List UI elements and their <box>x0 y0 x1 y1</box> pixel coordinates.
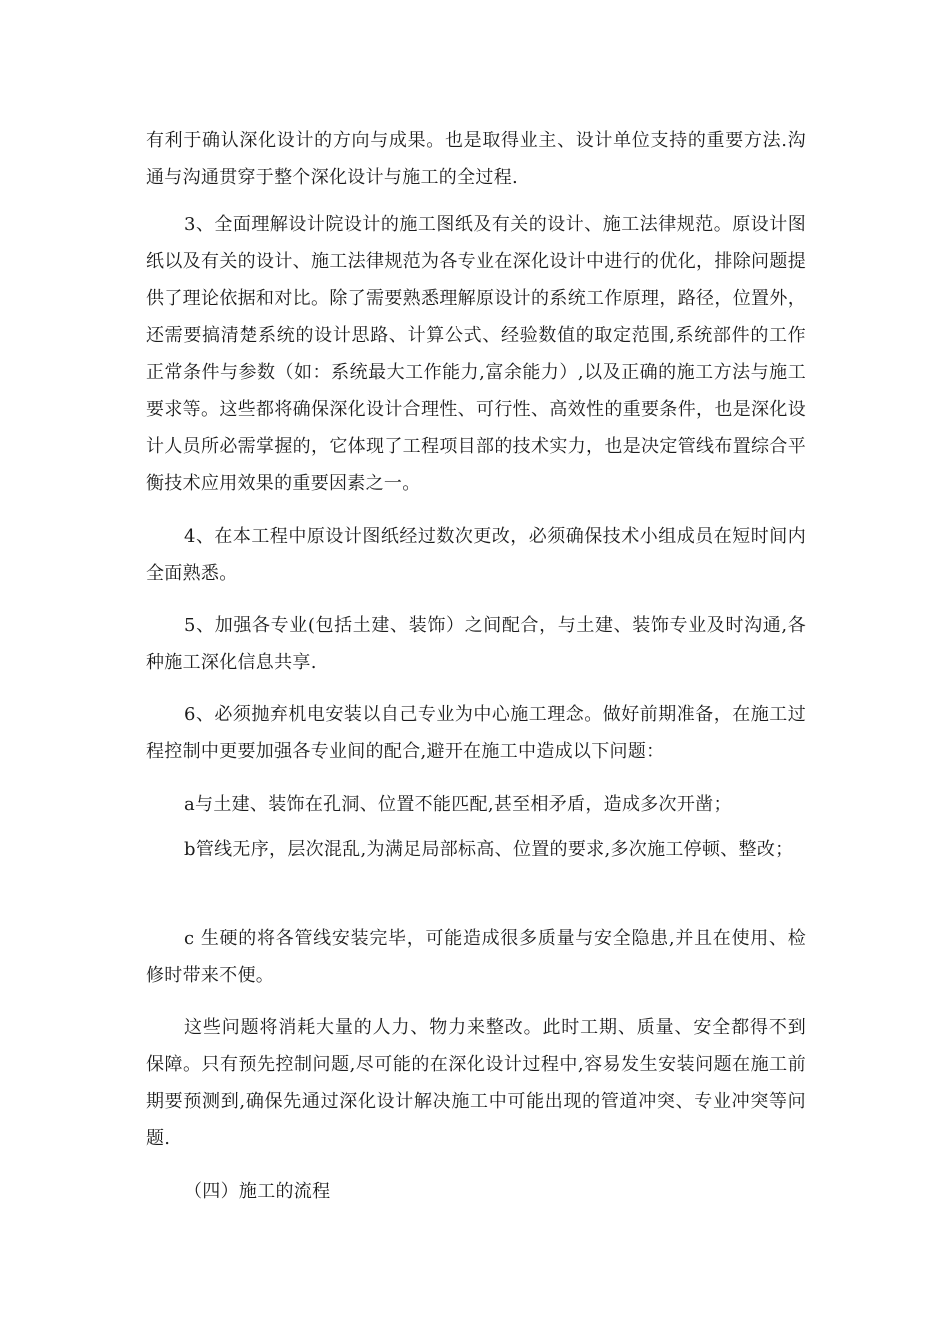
list-item-a <box>146 786 806 823</box>
paragraph-text: 6、必须抛弃机电安装以自己专业为中心施工理念。做好前期准备，在施工过程控制中更要加强各专业间的配合,避开在施工中造成以下问题： <box>146 704 806 762</box>
paragraph-item-6 <box>146 696 806 770</box>
list-item-c <box>146 920 806 994</box>
paragraph-text: 有利于确认深化设计的方向与成果。也是取得业主、设计单位支持的重要方法.沟通与沟通贯穿于整个深化设计与施工的全过程. <box>146 130 806 188</box>
section-heading-text: （四）施工的流程 <box>184 1181 331 1202</box>
section-heading <box>146 1173 806 1210</box>
paragraph-text: a与土建、装饰在孔洞、位置不能匹配,甚至相矛盾，造成多次开凿； <box>184 794 732 815</box>
paragraph-item-3 <box>146 206 806 502</box>
paragraph-text: b管线无序，层次混乱,为满足局部标高、位置的要求,多次施工停顿、整改； <box>184 839 794 860</box>
paragraph-item-4 <box>146 518 806 592</box>
paragraph-continuation <box>146 122 806 196</box>
paragraph-item-5 <box>146 607 806 681</box>
paragraph-summary <box>146 1009 806 1157</box>
list-item-b <box>146 831 806 868</box>
paragraph-text: 3、全面理解设计院设计的施工图纸及有关的设计、施工法律规范。原设计图纸以及有关的设计、施工法律规范为各专业在深化设计中进行的优化，排除问题提供了理论依据和对比。除了需要熟悉理解原设计的系统工作原理，路径，位置外，还需要搞清楚系统的设计思路、计算公式、经验数值的取定范围,系统部件的工作正常条件与参数（如：系统最大工作能力,富余能力）,以及正确的施工方法与施工要求等。这些都将确保深化设计合理性、可行性、高效性的重要条件，也是深化设计人员所必需掌握的，它体现了工程项目部的技术实力，也是决定管线布置综合平衡技术应用效果的重要因素之一。 <box>146 214 806 494</box>
paragraph-text: 4、在本工程中原设计图纸经过数次更改，必须确保技术小组成员在短时间内全面熟悉。 <box>146 526 806 584</box>
paragraph-text: 这些问题将消耗大量的人力、物力来整改。此时工期、质量、安全都得不到保障。只有预先控制问题,尽可能的在深化设计过程中,容易发生安装问题在施工前期要预测到,确保先通过深化设计解决施工中可能出现的管道冲突、专业冲突等问题. <box>146 1017 806 1149</box>
paragraph-text: c 生硬的将各管线安装完毕，可能造成很多质量与安全隐患,并且在使用、检修时带来不便。 <box>146 928 806 986</box>
paragraph-text: 5、加强各专业(包括土建、装饰）之间配合，与土建、装饰专业及时沟通,各种施工深化信息共享. <box>146 615 806 673</box>
